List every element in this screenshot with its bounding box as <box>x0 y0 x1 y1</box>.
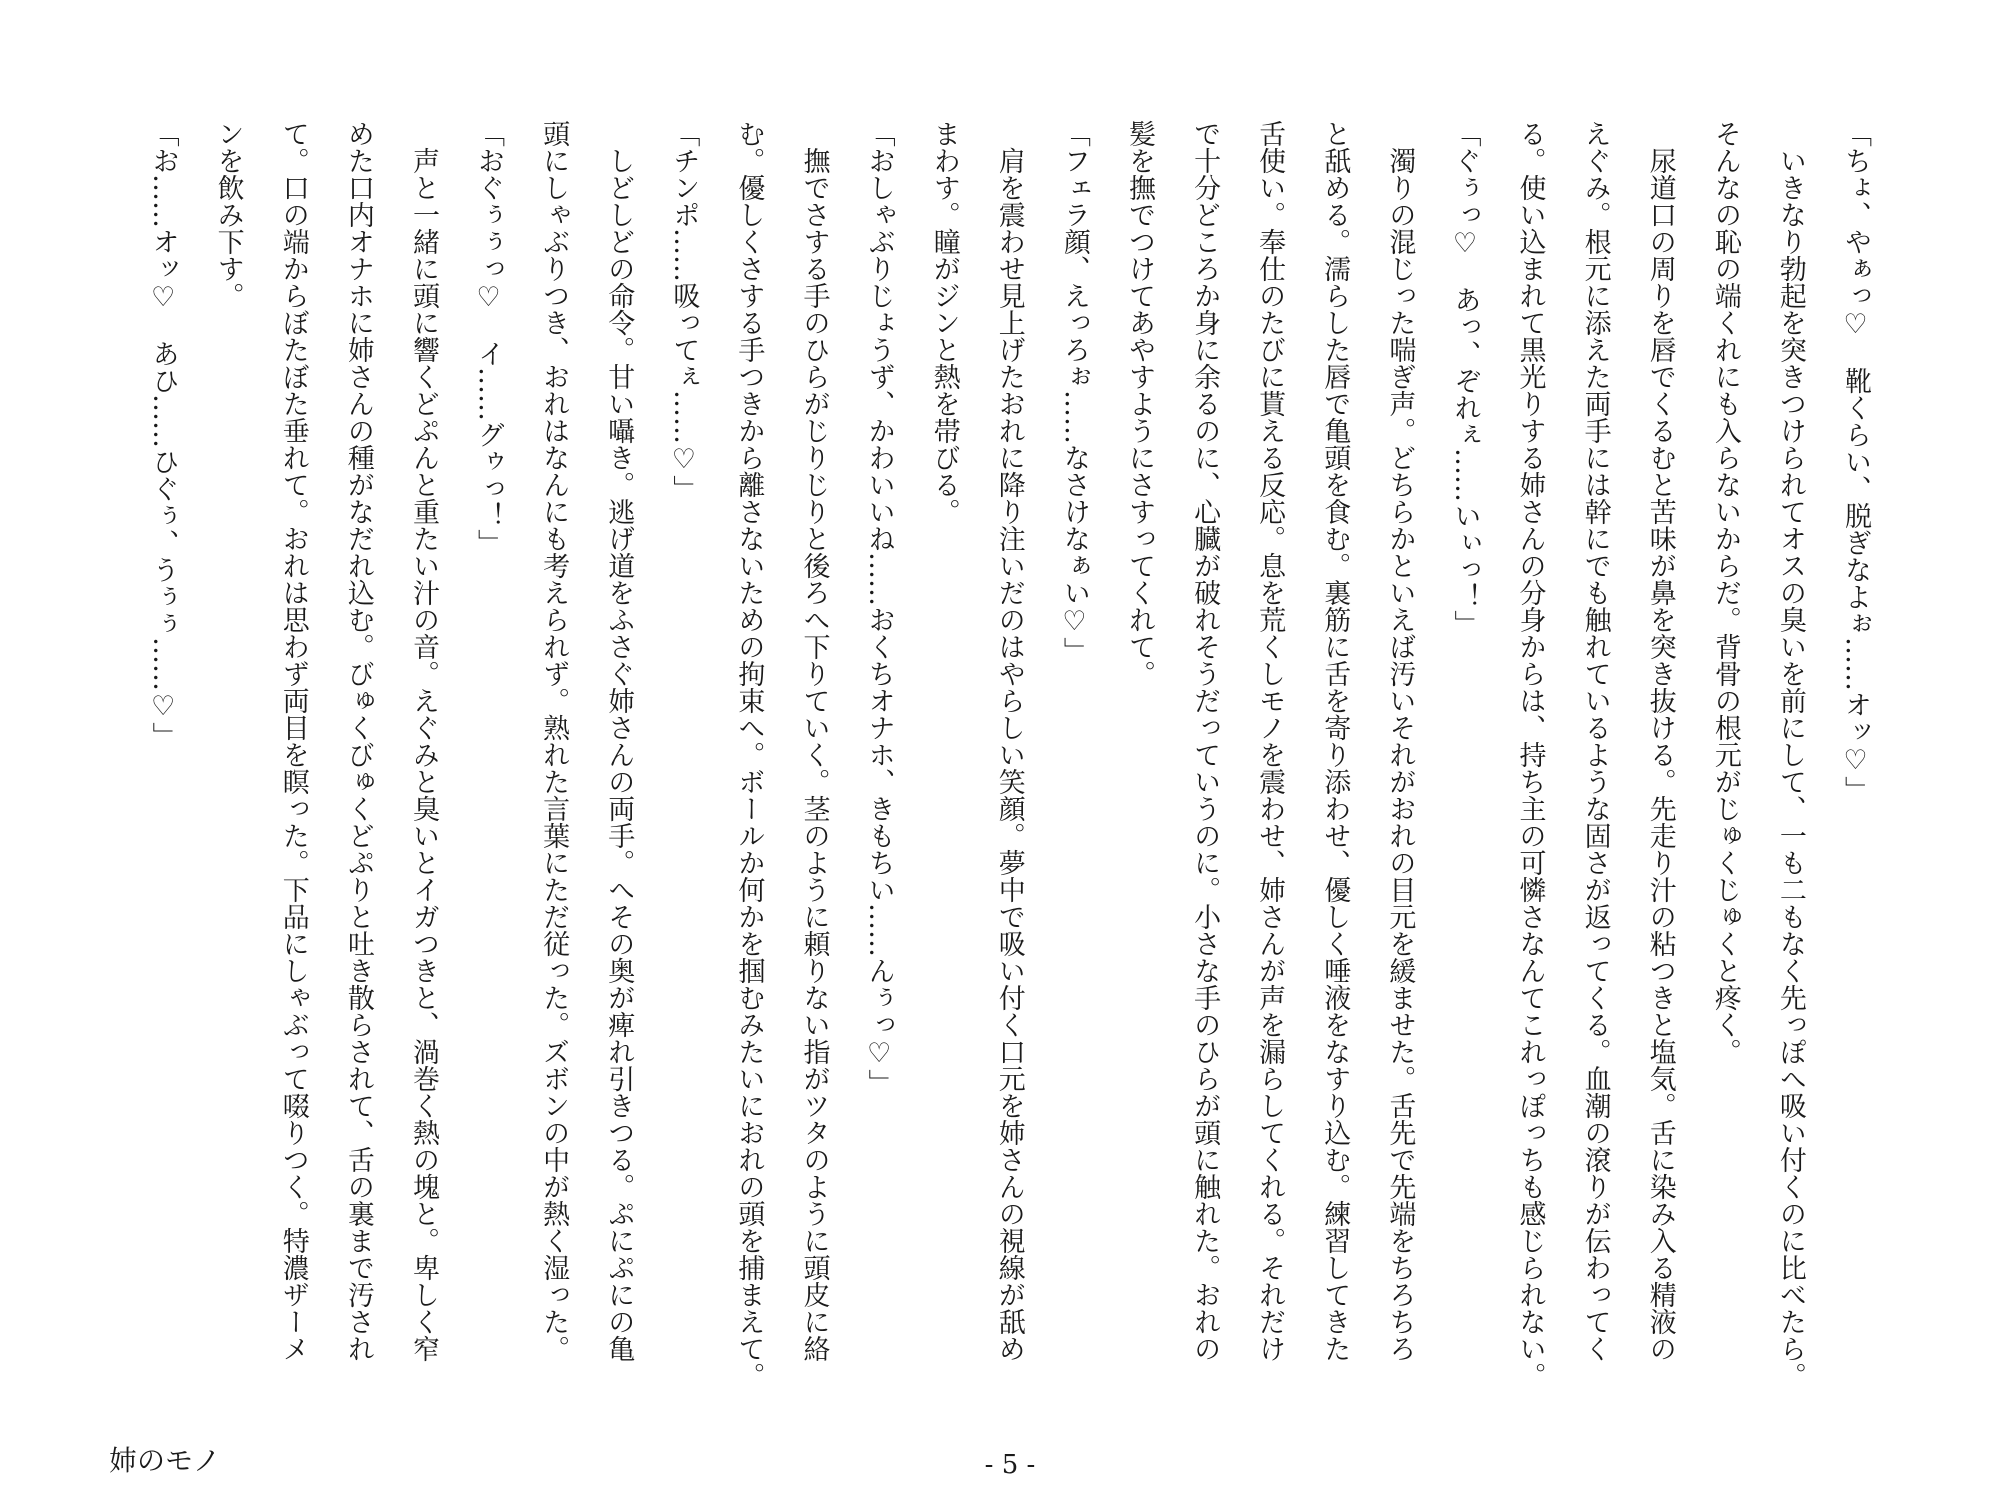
text-line: 「ちょ、やぁっ♡ 靴くらい、脱ぎなよぉ……オッ♡」 <box>1840 120 1871 803</box>
text-line: 「フェラ顔、えっろぉ……なさけなぁい♡」 <box>1058 120 1090 664</box>
text-line: いきなり勃起を突きつけられてオスの臭いを前にして、一も二もなく先っぽへ吸い付くのに比べたら。 <box>1774 120 1806 1389</box>
text-line: そんなの恥の端くれにも入らないからだ。背骨の根元がじゅくじゅくと疼く。 <box>1709 120 1741 1065</box>
page-number: - 5 - <box>984 1450 1036 1480</box>
text-line: 「チンポ……吸ってぇ……♡」 <box>668 120 700 502</box>
text-line: て。口の端からぼたぼた垂れて。おれは思わず両目を瞑った。下品にしゃぶって啜りつく。特濃ザーメ <box>277 120 309 1362</box>
text-line: まわす。瞳がジンと熱を帯びる。 <box>928 120 960 525</box>
vertical-text-body <box>130 120 1888 1425</box>
text-line: めた口内オナホに姉さんの種がなだれ込む。びゅくびゅくどぷりと吐き散らされて、舌の裏まで汚され <box>342 120 374 1362</box>
text-line: 舌使い。奉仕のたびに貰える反応。息を荒くしモノを震わせ、姉さんが声を漏らしてくれる。それだけ <box>1254 120 1286 1362</box>
text-line: 声と一緒に頭に響くどぷんと重たい汁の音。えぐみと臭いとイガつきと、渦巻く熱の塊と。卑しく窄 <box>407 120 439 1362</box>
text-line: で十分どころか身に余るのに、心臓が破れそうだっていうのに。小さな手のひらが頭に触れた。おれの <box>1189 120 1221 1362</box>
text-line: 濁りの混じった喘ぎ声。どちらかといえば汚いそれがおれの目元を緩ませた。舌先で先端をちろちろ <box>1384 120 1416 1362</box>
text-line: 髪を撫でつけてあやすようにさすってくれて。 <box>1123 120 1155 687</box>
text-line: る。使い込まれて黒光りする姉さんの分身からは、持ち主の可憐さなんてこれっぽっちも感じられない。 <box>1514 120 1546 1389</box>
text-line: 肩を震わせ見上げたおれに降り注いだのはやらしい笑顔。夢中で吸い付く口元を姉さんの視線が舐め <box>993 120 1025 1362</box>
footer-title: 姉のモノ <box>109 1444 221 1477</box>
text-line: ンを飲み下す。 <box>212 120 244 309</box>
text-line: と舐める。濡らした唇で亀頭を食む。裏筋に舌を寄り添わせ、優しく唾液をなすり込む。練習してきた <box>1319 120 1351 1362</box>
text-line: 撫でさする手のひらがじりじりと後ろへ下りていく。茎のように頼りない指がツタのように頭皮に絡 <box>798 120 830 1362</box>
text-line: 尿道口の周りを唇でくるむと苦味が鼻を突き抜ける。先走り汁の粘つきと塩気。舌に染み入る精液の <box>1644 120 1676 1362</box>
text-line: 「おしゃぶりじょうず、かわいいね……おくちオナホ、きもちい……んぅっ♡」 <box>863 120 895 1096</box>
text-line: 「おぐぅぅっ♡ イ……グゥっ！」 <box>473 120 505 556</box>
text-line: えぐみ。根元に添えた両手には幹にでも触れているような固さが返ってくる。血潮の滾りが伝わってく <box>1579 120 1611 1362</box>
text-line: 「お……オッ♡ あひ……ひぐぅ、うぅぅ……♡」 <box>147 120 179 749</box>
text-line: む。優しくさする手つきから離さないための拘束へ。ボールか何かを掴むみたいにおれの頭を捕まえて。 <box>733 120 765 1389</box>
text-line: しどしどの命令。甘い囁き。逃げ道をふさぐ姉さんの両手。へその奥が痺れ引きつる。ぷにぷにの亀 <box>603 120 635 1362</box>
text-line: 「ぐぅっ♡ あっ、ぞれぇ……いぃっ！」 <box>1449 120 1481 637</box>
text-line: 頭にしゃぶりつき、おれはなんにも考えられず。熟れた言葉にただ従った。ズボンの中が熱く湿った。 <box>538 120 570 1362</box>
